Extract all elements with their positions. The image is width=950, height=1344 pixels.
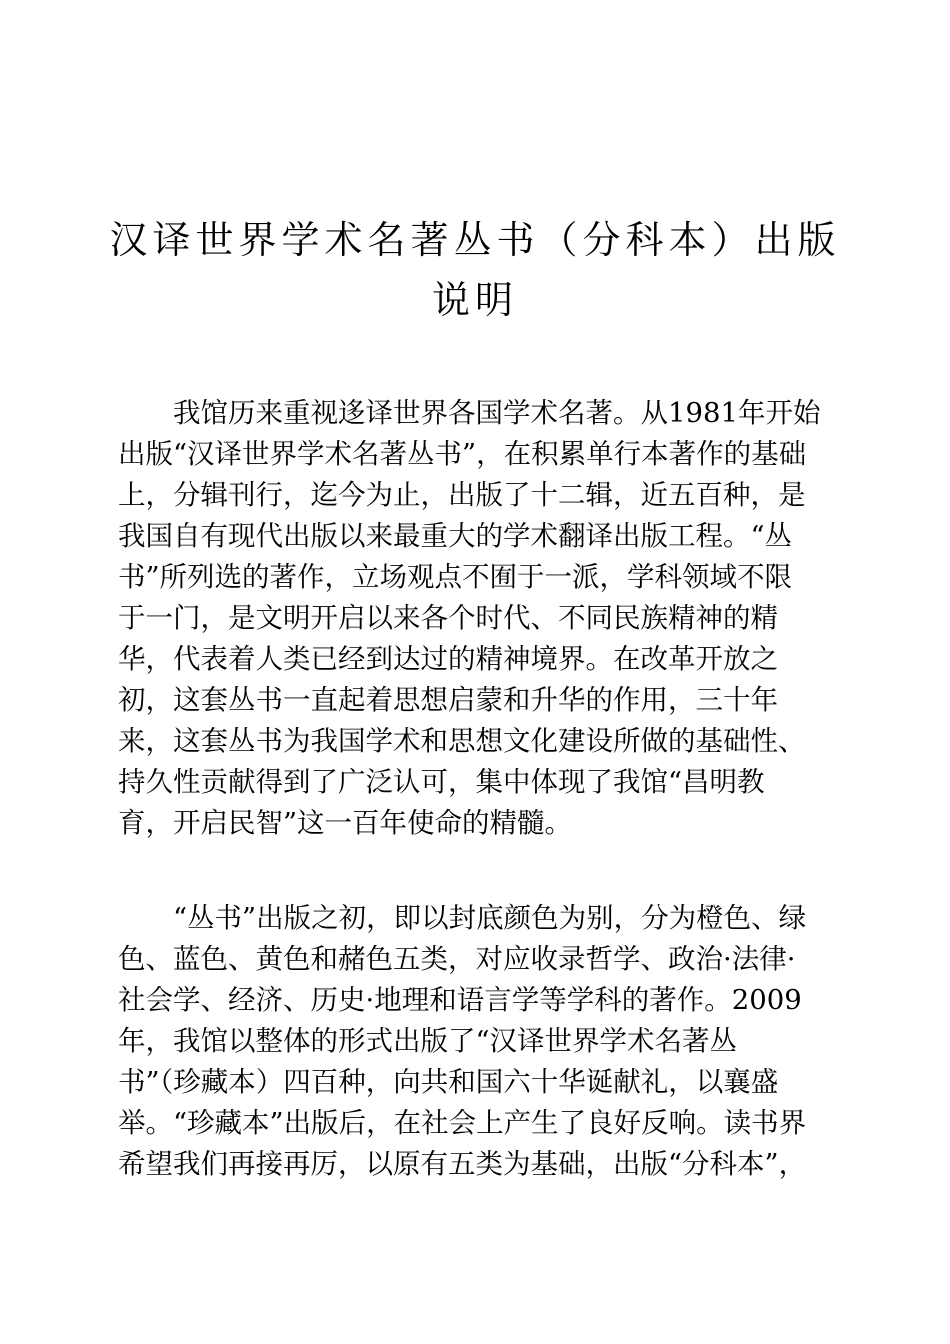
paragraph-line: 华，代表着人类已经到达过的精神境界。在改革开放之 [118, 643, 778, 675]
page-title [100, 210, 850, 330]
paragraph-line: 希望我们再接再厉，以原有五类为基础，出版“分科本”， [118, 1148, 807, 1180]
paragraph-line: 育，开启民智”这一百年使命的精髓。 [118, 807, 573, 839]
paragraph-line: 书”（珍藏本）四百种，向共和国六十华诞献礼，以襄盛 [118, 1066, 779, 1098]
paragraph-line: 于一门，是文明开启以来各个时代、不同民族精神的精 [118, 602, 778, 634]
paragraph-line: 社会学、经济、历史·地理和语言学等学科的著作。2009 [118, 984, 802, 1016]
title-line-2: 说明 [431, 278, 518, 322]
paragraph-line: 出版“汉译世界学术名著丛书”，在积累单行本著作的基础 [118, 438, 807, 470]
paragraph-1 [118, 393, 833, 844]
paragraph-2 [118, 898, 833, 1185]
paragraph-line: 持久性贡献得到了广泛认可，集中体现了我馆“昌明教 [118, 766, 765, 798]
paragraph-line: 书”所列选的著作，立场观点不囿于一派，学科领域不限 [118, 561, 793, 593]
paragraph-line: “丛书”出版之初，即以封底颜色为别，分为橙色、绿 [173, 902, 807, 934]
paragraph-line: 上，分辑刊行，迄今为止，出版了十二辑，近五百种，是 [118, 479, 806, 511]
paragraph-line: 我国自有现代出版以来最重大的学术翻译出版工程。“丛 [118, 520, 793, 552]
paragraph-line: 年，我馆以整体的形式出版了“汉译世界学术名著丛 [118, 1025, 738, 1057]
paragraph-line: 我馆历来重视迻译世界各国学术名著。从1981年开始 [173, 397, 821, 429]
paragraph-line: 色、蓝色、黄色和赭色五类，对应收录哲学、政治·法律· [118, 943, 796, 975]
paragraph-line: 来，这套丛书为我国学术和思想文化建设所做的基础性、 [118, 725, 806, 757]
paragraph-line: 举。“珍藏本”出版后，在社会上产生了良好反响。读书界 [118, 1107, 807, 1139]
paragraph-line: 初，这套丛书一直起着思想启蒙和升华的作用，三十年 [118, 684, 778, 716]
title-line-1: 汉译世界学术名著丛书（分科本）出版 [109, 218, 841, 262]
